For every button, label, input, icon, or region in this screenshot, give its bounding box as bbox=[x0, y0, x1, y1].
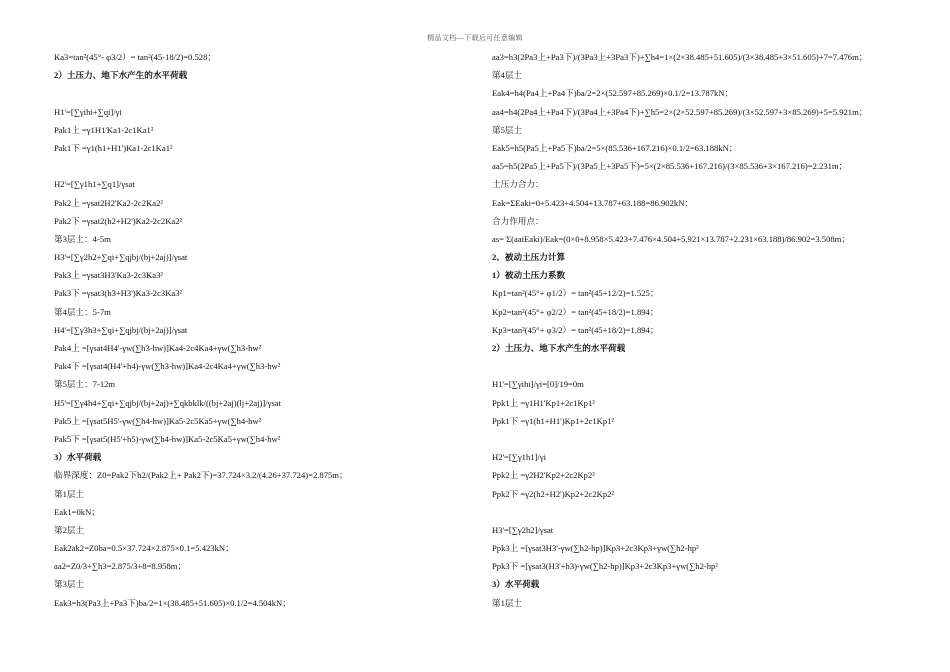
blank-line bbox=[492, 503, 932, 521]
text-line: H3'=[∑γ2h2+∑qi+∑qjbj/(bj+2aj)]/γsat bbox=[54, 252, 188, 263]
section-heading: 1）被动土压力系数 bbox=[492, 270, 566, 281]
text-line: 第1层土 bbox=[492, 597, 523, 608]
text-line: 第3层土：4-5m bbox=[54, 233, 111, 244]
page-header: 精品文档---下载后可任意编辑 bbox=[427, 34, 523, 42]
text-line: 第2层土 bbox=[54, 524, 85, 535]
text-line: Pak5上 =[γsat5H5'-γw(∑h4-hw)]Ka5-2c5Ka5+γw(∑h4-hw² bbox=[54, 415, 262, 426]
text-line: 第5层土：7-12m bbox=[54, 379, 116, 390]
section-heading: 3）水平荷载 bbox=[492, 579, 540, 590]
text-line: Pak1上 =γ1H1'Ka1-2c1Ka1² bbox=[54, 124, 154, 135]
text-line: Ppk1上 =γ1H1'Kp1+2c1Kp1² bbox=[492, 397, 595, 408]
text-line: Pak3上 =γsat3H3'Ka3-2c3Ka3² bbox=[54, 270, 163, 281]
text-line: 第3层土 bbox=[54, 579, 85, 590]
text-line: Pak5下 =[γsat5(H5'+h5)-γw(∑h4-hw)]Ka5-2c5Ka5+γw(∑h4-hw² bbox=[54, 433, 281, 444]
text-line: Ppk3下 =[γsat3(H3'+h3)-γw(∑h2-hp)]Kp3+2c3Kp3+γw(∑h2-hp² bbox=[492, 561, 718, 572]
text-line: H1'=[∑γihi]/γi=[0]/19=0m bbox=[492, 379, 584, 390]
text-line: as= Σ(aaiEaki)/Eak=(0×0+8.958×5.423+7.476×4.504+5.921×13.787+2.231×63.188)/86.902=3.508m； bbox=[492, 233, 850, 244]
text-line: Eak=ΣEaki=0+5.423+4.504+13.787+63.188=86.902kN； bbox=[492, 197, 694, 208]
section-heading: 2）土压力、地下水产生的水平荷载 bbox=[54, 70, 188, 81]
text-line: Eak2ak2=Z0ba=0.5×37.724×2.875×0.1=5.423kN； bbox=[54, 543, 234, 554]
text-line: aa3=h3(2Pa3上+Pa3下)/(3Pa3上+3Pa3下)+∑h4=1×(2×38.485+51.605)/(3×38.485+3×51.605)+7=7.476m； bbox=[492, 52, 868, 62]
text-line: Kp1=tan²(45°+ φ1/2）= tan²(45+12/2)=1.525； bbox=[492, 288, 659, 299]
text-line: 第1层土 bbox=[54, 488, 85, 499]
text-line: Eak3=h3(Pa3上+Pa3下)ba/2=1×(38.485+51.605)×0.1/2=4.504kN； bbox=[54, 597, 291, 608]
blank-line bbox=[492, 357, 932, 375]
section-heading: 3）水平荷载 bbox=[54, 452, 102, 463]
text-line: aa4=h4(2Pa4上+Pa4下)/(3Pa4上+3Pa4下)+∑h5=2×(2×52.597+85.269)/(3×52.597+3×85.269)+5=5.921m； bbox=[492, 106, 868, 117]
text-line: Eak5=h5(Pa5上+Pa5下)ba/2=5×(85.536+167.216)×0.1/2=63.188kN； bbox=[492, 142, 738, 153]
text-line: Ppk2上 =γ2H2'Kp2+2c2Kp2² bbox=[492, 470, 595, 481]
text-line: H1'=[∑γihi+∑qi]/γi bbox=[54, 106, 122, 117]
text-line: 合力作用点： bbox=[492, 215, 544, 226]
text-line: Pak3下 =γsat3(h3+H3')Ka3-2c3Ka3² bbox=[54, 288, 183, 299]
blank-line bbox=[492, 430, 932, 448]
text-line: Ppk3上 =[γsat3H3'-γw(∑h2-hp)]Kp3+2c3Kp3+γw(∑h2-hp² bbox=[492, 543, 699, 554]
text-line: aa5=h5(2Pa5上+Pa5下)/(3Pa5上+3Pa5下)=5×(2×85.536+167.216)/(3×85.536+3×167.216)=2.231m； bbox=[492, 161, 848, 172]
text-line: Kp2=tan²(45°+ φ2/2）= tan²(45+18/2)=1.894； bbox=[492, 306, 659, 317]
text-line: Pak2上 =γsat2H2'Ka2-2c2Ka2² bbox=[54, 197, 163, 208]
text-line: Pak4下 =[γsat4(H4'+h4)-γw(∑h3-hw)]Ka4-2c4Ka4+γw(∑h3-hw² bbox=[54, 361, 281, 372]
text-line: Ka3=tan²(45°- φ3/2）= tan²(45-18/2)=0.528； bbox=[54, 52, 216, 62]
text-line: Ppk1下 =γ1(h1+H1')Kp1+2c1Kp1² bbox=[492, 415, 614, 426]
text-line: H4'=[∑γ3h3+∑qi+∑qjbj/(bj+2aj)]/γsat bbox=[54, 324, 188, 335]
left-column bbox=[54, 48, 474, 612]
text-line: aa2=Z0/3+∑h3=2.875/3+8=8.958m； bbox=[54, 561, 187, 572]
blank-line bbox=[54, 84, 474, 102]
text-line: Ppk2下 =γ2(h2+H2')Kp2+2c2Kp2² bbox=[492, 488, 614, 499]
text-line: Pak4上 =[γsat4H4'-γw(∑h3-hw)]Ka4-2c4Ka4+γw(∑h3-hw² bbox=[54, 343, 262, 353]
text-line: H2'=[∑γ1h1+∑q1]/γsat bbox=[54, 179, 135, 190]
text-line: Pak1下 =γ1(h1+H1')Ka1-2c1Ka1² bbox=[54, 142, 173, 153]
text-line: Eak4=h4(Pa4上+Pa4下)ba/2=2×(52.597+85.269)×0.1/2=13.787kN； bbox=[492, 88, 734, 99]
text-line: H3'=[∑γ2h2]/γsat bbox=[492, 524, 554, 535]
text-line: Kp3=tan²(45°+ φ3/2）= tan²(45+18/2)=1.894； bbox=[492, 324, 659, 335]
right-column bbox=[492, 48, 932, 612]
text-line: 土压力合力： bbox=[492, 179, 544, 190]
section-heading: 2）土压力、地下水产生的水平荷载 bbox=[492, 343, 626, 353]
text-line: 第4层土：5-7m bbox=[54, 306, 111, 317]
text-line: 第5层土 bbox=[492, 124, 523, 135]
blank-line bbox=[54, 157, 474, 175]
text-line: Eak1=0kN； bbox=[54, 506, 100, 517]
section-heading: 2、被动土压力计算 bbox=[492, 252, 566, 263]
text-line: 第4层土 bbox=[492, 70, 523, 81]
text-line: 临界深度：Z0=Pak2下h2/(Pak2上+ Pak2下)=37.724×3.2/(4.26+37.724)=2.875m； bbox=[54, 470, 348, 481]
text-line: H2'=[∑γ1h1]/γi bbox=[492, 452, 547, 463]
text-line: H5'=[∑γ4h4+∑qi+∑qjbj/(bj+2aj)+∑qkbklk/((bj+2aj)(lj+2aj)]/γsat bbox=[54, 397, 282, 408]
text-line: Pak2下 =γsat2(h2+H2')Ka2-2c2Ka2² bbox=[54, 215, 183, 226]
